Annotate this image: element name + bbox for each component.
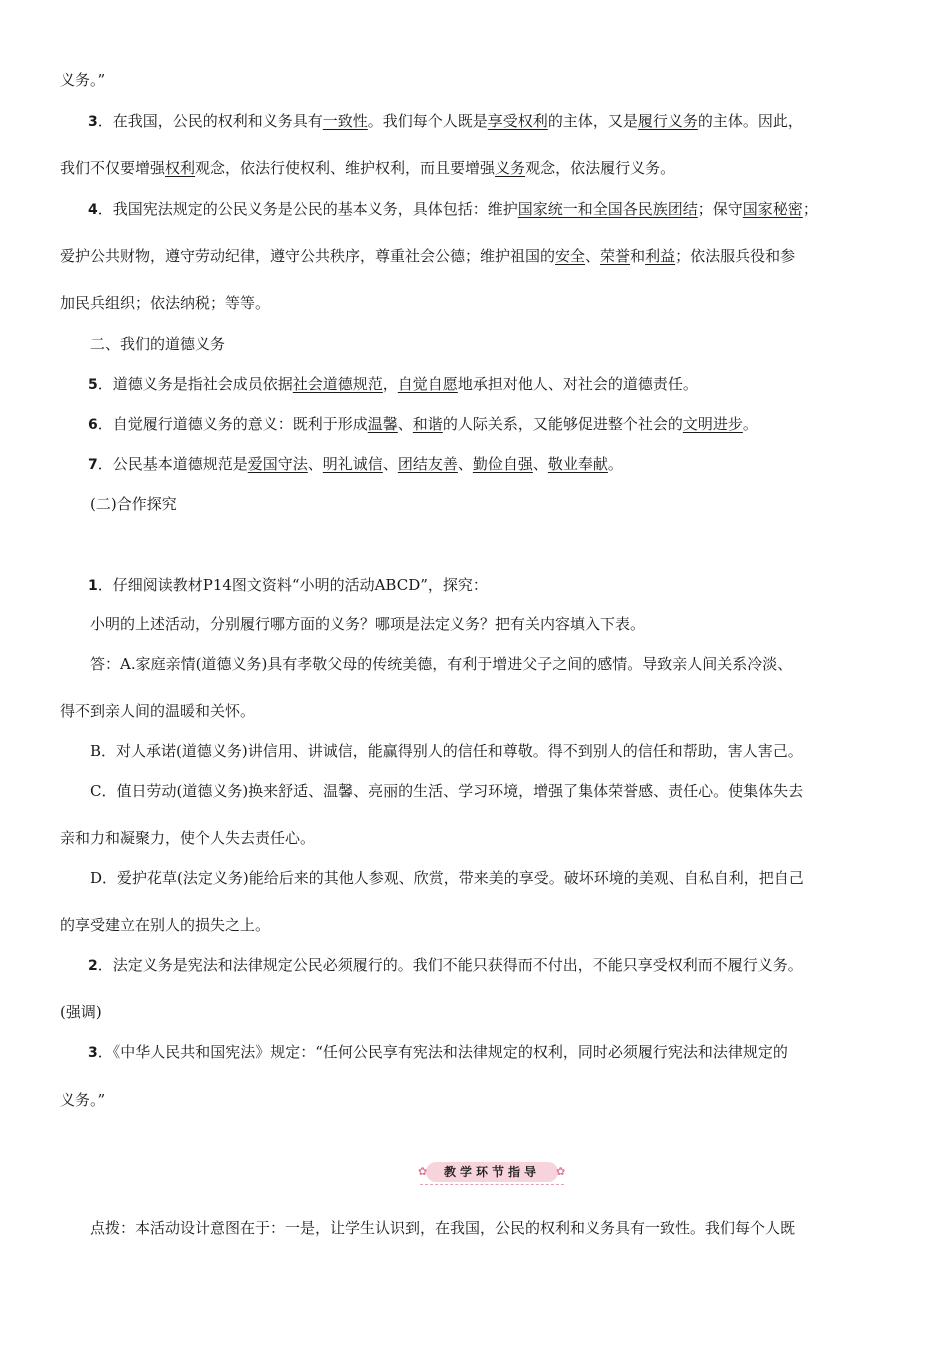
text-span: 小明的上述活动，分别履行哪方面的义务？哪项是法定义务？把有关内容填入下表。 [90, 615, 646, 633]
section-heading [90, 334, 225, 354]
paragraph-5 [88, 374, 698, 395]
section-heading [90, 494, 177, 514]
text-span: 答：A.家庭亲情(道德义务)具有孝敬父母的传统美德，有利于增进父子之间的感情。导致亲人间关系冷淡、 [90, 655, 793, 673]
underlined-term: 履行义务 [637, 112, 698, 130]
underlined-term: 国家秘密 [742, 200, 803, 218]
text-span: 、 [307, 455, 323, 473]
answer-d-line-2 [60, 915, 270, 935]
text-span: ；保守 [697, 200, 743, 218]
text-span: 观念，依法履行义务。 [525, 159, 676, 177]
text-span: 的人际关系，又能够促进整个社会的 [442, 415, 683, 433]
text-span: 、 [382, 455, 398, 473]
banner-divider [420, 1184, 564, 1185]
text-span: 、 [397, 415, 413, 433]
underlined-term: 和谐 [412, 415, 443, 433]
question-2-line-2 [60, 1002, 102, 1022]
text-span: 的主体，又是 [547, 112, 638, 130]
item-number: 3 [88, 1045, 98, 1061]
text-span: ；依法服兵役和参 [675, 247, 796, 265]
item-number: 4 [88, 202, 98, 218]
question-2-line-1 [88, 955, 803, 976]
underlined-term: 文明进步 [682, 415, 743, 433]
text-span: C．值日劳动(道德义务)换来舒适、温馨、亮丽的生活、学习环境，增强了集体荣誉感、责任心。使集体失去 [90, 782, 804, 800]
paragraph-text: 义务。” [60, 71, 106, 89]
underlined-term: 利益 [645, 247, 676, 265]
text-span: 、 [457, 455, 473, 473]
text-span: 。 [607, 455, 623, 473]
item-number: 5 [88, 377, 98, 393]
question-3-line-2 [60, 1090, 105, 1110]
text-span: 义务。” [60, 1091, 106, 1109]
text-span: 得不到亲人间的温暖和关怀。 [60, 702, 256, 720]
heading-text: (二)合作探究 [90, 495, 177, 513]
text-span: B．对人承诺(道德义务)讲信用、讲诚信，能赢得别人的信任和尊敬。得不到别人的信任和帮助，害人害己。 [90, 742, 803, 760]
text-span: 的主体。因此， [697, 112, 803, 130]
text-span: 、 [585, 247, 601, 265]
item-number: 3 [88, 114, 98, 130]
underlined-term: 爱国守法 [247, 455, 308, 473]
item-number: 2 [88, 958, 98, 974]
text-span: 亲和力和凝聚力，使个人失去责任心。 [60, 829, 316, 847]
paragraph-3-line-2 [60, 158, 675, 178]
text-span: 我们不仅要增强 [60, 159, 166, 177]
text-span: 和 [630, 247, 646, 265]
text-span: ， [382, 375, 398, 393]
underlined-term: 团结友善 [397, 455, 458, 473]
section-banner [418, 1160, 566, 1188]
underlined-term: 享受权利 [487, 112, 548, 130]
flower-icon: ✿ [418, 1165, 428, 1178]
banner-title: 教学环节指导 [443, 1165, 540, 1179]
text-span: 。我们每个人既是 [367, 112, 488, 130]
heading-text: 二、我们的道德义务 [90, 335, 226, 353]
text-span: ．道德义务是指社会成员依据 [97, 375, 293, 393]
tip-paragraph [90, 1218, 795, 1238]
answer-c-line-1 [90, 781, 803, 801]
paragraph-4-line-1 [88, 199, 818, 220]
paragraph-4-line-2 [60, 246, 795, 266]
underlined-term: 自觉自愿 [397, 375, 458, 393]
text-span: D．爱护花草(法定义务)能给后来的其他人参观、欣赏，带来美的享受。破坏环境的美观、自私自利，把自己 [90, 869, 804, 887]
text-span: ．我国宪法规定的公民义务是公民的基本义务，具体包括：维护 [97, 200, 518, 218]
paragraph-3-line-1 [88, 111, 803, 132]
underlined-term: 义务 [495, 159, 526, 177]
text-span: ．在我国，公民的权利和义务具有 [97, 112, 323, 130]
text-span: 点拨：本活动设计意图在于：一是，让学生认识到，在我国，公民的权利和义务具有一致性。我们每个人既 [90, 1219, 796, 1237]
paragraph-6 [88, 414, 758, 435]
question-1-prompt [90, 614, 645, 634]
underlined-term: 安全 [555, 247, 586, 265]
text-span: 观念，依法行使权利、维护权利，而且要增强 [195, 159, 496, 177]
text-span: 地承担对他人、对社会的道德责任。 [457, 375, 698, 393]
underlined-term: 明礼诚信 [322, 455, 383, 473]
underlined-term: 荣誉 [600, 247, 631, 265]
text-span: ．《中华人民共和国宪法》规定：“任何公民享有宪法和法律规定的权利，同时必须履行宪法和法律规定的 [97, 1043, 788, 1061]
text-span: ．仔细阅读教材P14图文资料“小明的活动ABCD”，探究： [97, 576, 488, 594]
text-span: ．公民基本道德规范是 [97, 455, 248, 473]
underlined-term: 国家统一和全国各民族团结 [517, 200, 698, 218]
text-span: 的享受建立在别人的损失之上。 [60, 916, 271, 934]
underlined-term: 权利 [165, 159, 196, 177]
underlined-term: 社会道德规范 [292, 375, 383, 393]
answer-b [90, 741, 803, 761]
item-number: 1 [88, 578, 98, 594]
text-span: 加民兵组织；依法纳税；等等。 [60, 294, 271, 312]
text-line [60, 70, 105, 90]
item-number: 7 [88, 457, 98, 473]
text-span: 、 [532, 455, 548, 473]
underlined-term: 勤俭自强 [472, 455, 533, 473]
item-number: 6 [88, 417, 98, 433]
flower-icon: ✿ [556, 1165, 566, 1178]
underlined-term: 温馨 [367, 415, 398, 433]
question-1-line [88, 575, 488, 596]
paragraph-7 [88, 454, 623, 475]
text-span: 。 [742, 415, 758, 433]
answer-a-line-1 [90, 654, 792, 674]
text-span: ．自觉履行道德义务的意义：既利于形成 [97, 415, 368, 433]
text-span: 爱护公共财物，遵守劳动纪律，遵守公共秩序，尊重社会公德；维护祖国的 [60, 247, 556, 265]
answer-c-line-2 [60, 828, 315, 848]
question-3-line-1 [88, 1042, 788, 1063]
underlined-term: 一致性 [322, 112, 368, 130]
text-span: (强调) [60, 1003, 102, 1021]
text-span: ； [802, 200, 818, 218]
answer-a-line-2 [60, 701, 255, 721]
answer-d-line-1 [90, 868, 804, 888]
underlined-term: 敬业奉献 [547, 455, 608, 473]
paragraph-4-line-3 [60, 293, 270, 313]
text-span: ．法定义务是宪法和法律规定公民必须履行的。我们不能只获得而不付出，不能只享受权利而不履行义务。 [97, 956, 803, 974]
